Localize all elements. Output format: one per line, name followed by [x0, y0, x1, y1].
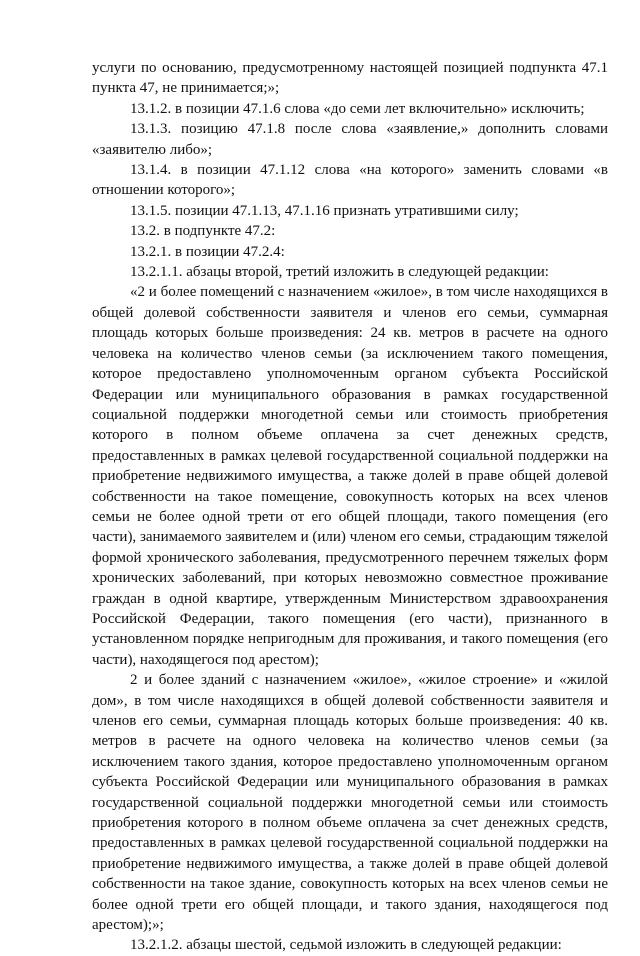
paragraph-13-2-1: 13.2.1. в позиции 47.2.4: [130, 243, 285, 260]
paragraph-13-1-5: 13.1.5. позиции 47.1.13, 47.1.16 признать утратившими силу; [130, 202, 519, 219]
paragraph-13-1-2: 13.1.2. в позиции 47.1.6 слова «до семи лет включительно» исключить; [130, 100, 585, 117]
document-body [92, 58, 608, 956]
paragraph-13-2-1-2: 13.2.1.2. абзацы шестой, седьмой изложить в следующей редакции: [130, 937, 562, 954]
paragraph-continuation: услуги по основанию, предусмотренному настоящей позицией подпункта 47.1 пункта 47, не принимается;»; [92, 60, 608, 97]
paragraph-13-2: 13.2. в подпункте 47.2: [130, 223, 276, 240]
paragraph-13-1-4: 13.1.4. в позиции 47.1.12 слова «на которого» заменить словами «в отношении которого»; [92, 162, 608, 199]
paragraph-premises-clause: «2 и более помещений с назначением «жилое», в том числе находящихся в общей долевой собственности заявителя и членов его семьи, суммарная площадь которых больше произведения: 24 кв. метров в расчете на одного человека на количество членов семьи (за исключением такого помещения, которое предоставлено уполномоченным органом субъекта Российской Федерации или муниципального образования в рамках государственной социальной поддержки многодетной семьи или стоимость приобретения которого в полном объеме оплачена за счет денежных средств, предоставленных в рамках целевой государственной социальной поддержки на приобретение недвижимого имущества, а также долей в праве общей долевой собственности на такое помещение, совокупность которых на всех членов семьи не более одной трети от его общей площади, такого помещения (его части), занимаемого заявителем и (или) членом его семьи, страдающим тяжелой формой хронического заболевания, предусмотренного перечнем тяжелых форм хронических заболеваний, при которых невозможно совместное проживание граждан в одной квартире, утвержденным Министерством здравоохранения Российской Федерации, такого помещения (его части), признанного в установленном порядке непригодным для проживания, и такого помещения (его части), находящегося под арестом); [92, 284, 608, 668]
paragraph-13-1-3: 13.1.3. позицию 47.1.8 после слова «заявление,» дополнить словами «заявителю либо»; [92, 121, 608, 158]
paragraph-13-2-1-1: 13.2.1.1. абзацы второй, третий изложить в следующей редакции: [130, 264, 549, 281]
paragraph-buildings-clause: 2 и более зданий с назначением «жилое», «жилое строение» и «жилой дом», в том числе находящихся в общей долевой собственности заявителя и членов его семьи, суммарная площадь которых больше произведения: 40 кв. метров в расчете на одного человека на количество членов семьи (за исключением такого здания, которое предоставлено уполномоченным органом субъекта Российской Федерации или муниципального образования в рамках государственной социальной поддержки многодетной семьи или стоимость приобретения которого в полном объеме оплачена за счет денежных средств, предоставленных в рамках целевой государственной социальной поддержки на приобретение недвижимого имущества, а также долей в праве общей долевой собственности на такое здание, совокупность которых на всех членов семьи не более одной трети его общей площади, и такого здания, находящегося под арестом);»; [92, 672, 608, 934]
